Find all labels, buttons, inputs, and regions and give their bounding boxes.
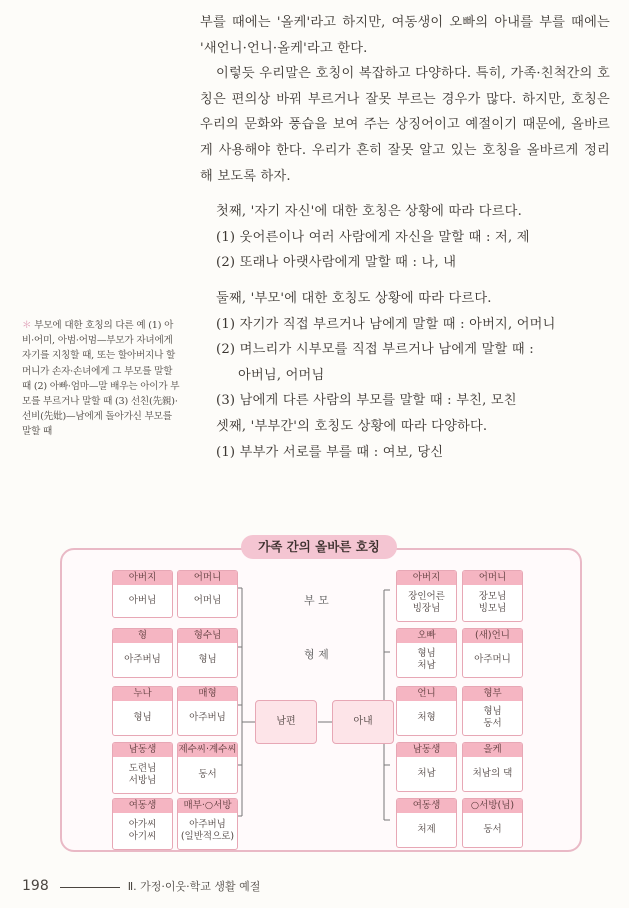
left-box-older-brother	[112, 628, 173, 678]
right-box-older-sister	[396, 686, 457, 736]
paragraph-1: 부를 때에는 '올케'라고 하지만, 여동생이 오빠의 아내를 부를 때에는 '새언니·언니·올케'라고 한다.	[200, 15, 610, 56]
box-body: 아주버님	[189, 712, 226, 723]
box-body: 처제	[417, 824, 436, 835]
left-box-mother	[177, 570, 238, 618]
box-head: 형수님	[178, 629, 237, 643]
box-body: 아주버님	[124, 654, 161, 665]
left-box-brother-in-law	[177, 686, 238, 736]
right-box-father	[396, 570, 457, 622]
box-head: 누나	[113, 687, 172, 701]
left-box-younger-brother	[112, 742, 173, 794]
right-box-older-brother	[396, 628, 457, 678]
left-box-older-sister	[112, 686, 173, 736]
relation-label-parents: 부 모	[304, 594, 329, 607]
box-head: 제수씨·계수씨	[178, 744, 237, 755]
box-head: 매부·○서방	[178, 799, 237, 813]
box-body: 아가씨 아기씨	[128, 819, 157, 842]
box-head: 남동생	[397, 743, 456, 757]
box-head: 형	[113, 629, 172, 643]
section-1-heading: 첫째, '자기 자신'에 대한 호칭은 상황에 따라 다르다.	[216, 204, 522, 220]
box-body: 처남	[417, 768, 436, 779]
box-body: 형님	[133, 712, 152, 723]
section-3-heading: 셋째, '부부간'의 호칭도 상황에 따라 다양하다.	[216, 418, 488, 434]
box-body: 형님 처남	[417, 648, 436, 671]
right-box-sister-in-law	[462, 628, 523, 678]
section-2-item-2-continued: 아버님, 어머님	[238, 367, 325, 383]
right-box-younger-brother	[396, 742, 457, 792]
box-head: 어머니	[178, 571, 237, 585]
box-body: 장인어른 빙장님	[408, 591, 445, 614]
box-head: 아버지	[113, 571, 172, 585]
box-head: 여동생	[113, 799, 172, 813]
diagram-title: 가족 간의 올바른 호칭	[241, 535, 397, 559]
section-2-item-2: (2) 며느리가 시부모를 직접 부르거나 남에게 말할 때 :	[216, 342, 534, 358]
box-head: (새)언니	[463, 629, 522, 643]
box-head: 아버지	[397, 571, 456, 585]
side-note	[22, 318, 182, 440]
box-head: 남동생	[113, 743, 172, 757]
right-box-older-sisters-husband	[462, 686, 523, 736]
box-body: 도련님 서방님	[128, 763, 157, 786]
footer-rule	[60, 887, 120, 888]
relation-label-siblings: 형 제	[304, 648, 329, 661]
box-head: 형부	[463, 687, 522, 701]
box-body: 아버님	[128, 595, 157, 606]
left-box-younger-sister	[112, 798, 173, 850]
box-body: 동서	[198, 769, 217, 780]
page-footer	[22, 878, 260, 894]
left-box-younger-brother-in-law	[177, 798, 238, 850]
box-body: 처형	[417, 712, 436, 723]
box-body: 장모님 빙모님	[478, 591, 507, 614]
section-2-item-1: (1) 자기가 직접 부르거나 남에게 말할 때 : 아버지, 어머니	[216, 316, 556, 332]
section-2-item-3: (3) 남에게 다른 사람의 부모를 말할 때 : 부친, 모친	[216, 393, 517, 409]
box-head: ○서방(님)	[463, 799, 522, 813]
box-body: 어머님	[193, 595, 222, 606]
center-box-wife: 아내	[332, 700, 394, 744]
right-box-mother	[462, 570, 523, 622]
right-box-younger-sister	[396, 798, 457, 848]
main-text	[200, 10, 610, 465]
section-2-heading: 둘째, '부모'에 대한 호칭도 상황에 따라 다르다.	[216, 290, 492, 306]
box-head: 언니	[397, 687, 456, 701]
box-body: 형님 동서	[483, 706, 502, 729]
box-head: 어머니	[463, 571, 522, 585]
left-box-sister-in-law	[177, 628, 238, 678]
box-body: 동서	[483, 824, 502, 835]
note-text: 부모에 대한 호칭의 다른 예 (1) 아비·어미, 아범·어멈—부모가 자녀에게 자기를 지칭할 때, 또는 할아버지나 할머니가 손자·손녀에게 그 부모를 말할 때 (2) 아빠·엄마—말 배우는 아이가 부모를 부르거나 말할 때 (3) 선친(先親)·선비(先妣)—남에게 돌아가신 부모를 말할 때	[22, 320, 180, 438]
box-head: 올케	[463, 743, 522, 757]
center-box-husband: 남편	[255, 700, 317, 744]
note-star-icon: ＊	[22, 320, 32, 331]
box-head: 매형	[178, 687, 237, 701]
chapter-title: Ⅱ. 가정·이웃·학교 생활 예절	[127, 880, 261, 893]
box-body: 아주버님 (일반적으로)	[180, 819, 235, 842]
section-1-item-2: (2) 또래나 아랫사람에게 말할 때 : 나, 내	[216, 255, 457, 271]
page-number: 198	[22, 878, 49, 894]
section-1-item-1: (1) 웃어른이나 여러 사람에게 자신을 말할 때 : 저, 제	[216, 229, 530, 245]
right-box-younger-brothers-wife	[462, 742, 523, 792]
box-head: 오빠	[397, 629, 456, 643]
left-box-younger-sister-in-law	[177, 742, 238, 794]
section-3-item-1: (1) 부부가 서로를 부를 때 : 여보, 당신	[216, 444, 444, 460]
box-body: 처남의 댁	[472, 768, 513, 779]
box-head: 여동생	[397, 799, 456, 813]
left-box-father	[112, 570, 173, 618]
box-body: 형님	[198, 654, 217, 665]
paragraph-2: 이렇듯 우리말은 호칭이 복잡하고 다양하다. 특히, 가족·친척간의 호칭은 편의상 바꿔 부르거나 잘못 부르는 경우가 많다. 하지만, 호칭은 우리의 문화와 풍습을 보여 주는 상징어이고 예절이기 때문에, 올바르게 사용해야 한다. 우리가 흔히 잘못 알고 있는 호칭을 올바르게 정리해 보도록 하자.	[200, 66, 610, 184]
right-box-younger-sisters-husband	[462, 798, 523, 848]
box-body: 아주머니	[474, 654, 511, 665]
